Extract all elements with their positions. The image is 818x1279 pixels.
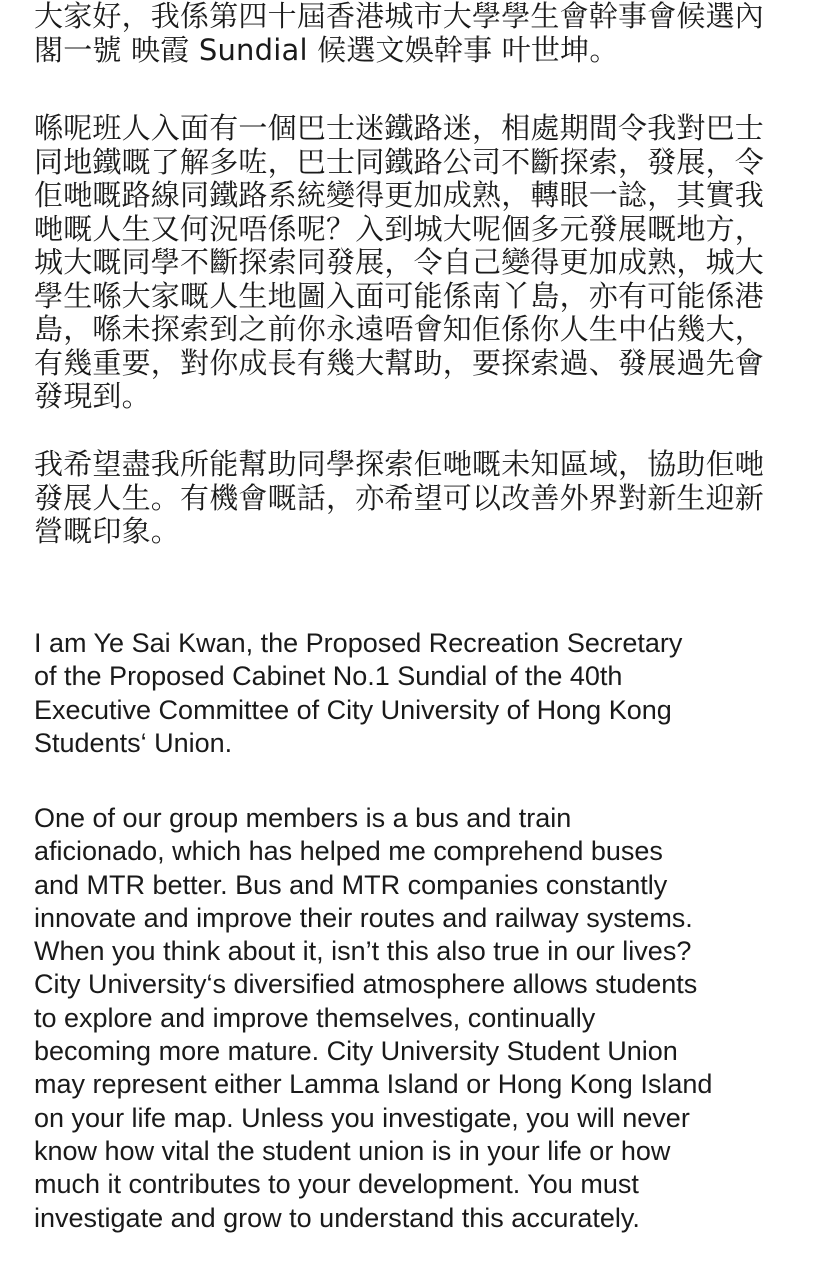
text-line: 島，喺未探索到之前你永遠唔會知佢係你人生中佔幾大，	[34, 312, 765, 346]
text-line: know how vital the student union is in your life or how	[34, 1135, 671, 1166]
text-line: much it contributes to your development. You must	[34, 1169, 639, 1200]
chinese-paragraph-goal	[34, 448, 764, 549]
text-line: innovate and improve their routes and railway systems.	[34, 902, 693, 933]
text-line: 有幾重要，對你成長有幾大幫助，要探索過、發展過先會	[34, 345, 765, 380]
text-line: When you think about it, isn’t this also true in our lives?	[34, 936, 692, 967]
text-line: 同地鐵嘅了解多咗，巴士同鐵路公司不斷探索，發展，令	[34, 144, 765, 179]
text-line: Executive Committee of City University of Hong Kong	[34, 694, 672, 725]
text-line: City University‘s diversified atmosphere allows students	[34, 969, 698, 1000]
text-line: 喺呢班人入面有一個巴士迷鐵路迷，相處期間令我對巴士	[34, 111, 765, 145]
text-line: 營嘅印象。	[34, 514, 181, 548]
text-line: 大家好，我係第四十屆香港城市大學學生會幹事會候選內	[34, 0, 765, 33]
english-paragraph-story	[34, 802, 712, 1235]
text-line: aficionado, which has helped me comprehend buses	[34, 836, 663, 867]
text-line: to explore and improve themselves, continually	[34, 1002, 596, 1033]
text-line: 發現到。	[34, 379, 151, 413]
text-line: may represent either Lamma Island or Hong Kong Island	[34, 1069, 713, 1100]
text-line: One of our group members is a bus and train	[34, 803, 572, 833]
text-line: 閣一號 映霞 Sundial 候選文娛幹事 叶世坤。	[34, 32, 619, 67]
text-line: 哋嘅人生又何況唔係呢？入到城大呢個多元發展嘅地方，	[34, 211, 765, 246]
text-line: of the Proposed Cabinet No.1 Sundial of the 40th	[34, 661, 623, 692]
chinese-paragraph-intro	[34, 0, 764, 67]
text-line: becoming more mature. City University Student Union	[34, 1036, 678, 1067]
text-line: Students‘ Union.	[34, 727, 233, 758]
text-line: on your life map. Unless you investigate, you will never	[34, 1102, 690, 1133]
text-line: 發展人生。有機會嘅話，亦希望可以改善外界對新生迎新	[34, 480, 765, 515]
text-line: I am Ye Sai Kwan, the Proposed Recreation Secretary	[34, 628, 683, 658]
text-line: and MTR better. Bus and MTR companies constantly	[34, 869, 668, 900]
chinese-paragraph-story	[34, 112, 764, 414]
text-line: 學生喺大家嘅人生地圖入面可能係南丫島，亦有可能係港	[34, 278, 765, 313]
text-line: 城大嘅同學不斷探索同發展，令自己變得更加成熟，城大	[34, 245, 765, 279]
text-line: investigate and grow to understand this accurately.	[34, 1202, 640, 1233]
text-line: 我希望盡我所能幫助同學探索佢哋嘅未知區域，協助佢哋	[34, 447, 765, 481]
english-paragraph-intro	[34, 627, 682, 760]
text-line: 佢哋嘅路線同鐵路系統變得更加成熟，轉眼一諗，其實我	[34, 178, 765, 212]
